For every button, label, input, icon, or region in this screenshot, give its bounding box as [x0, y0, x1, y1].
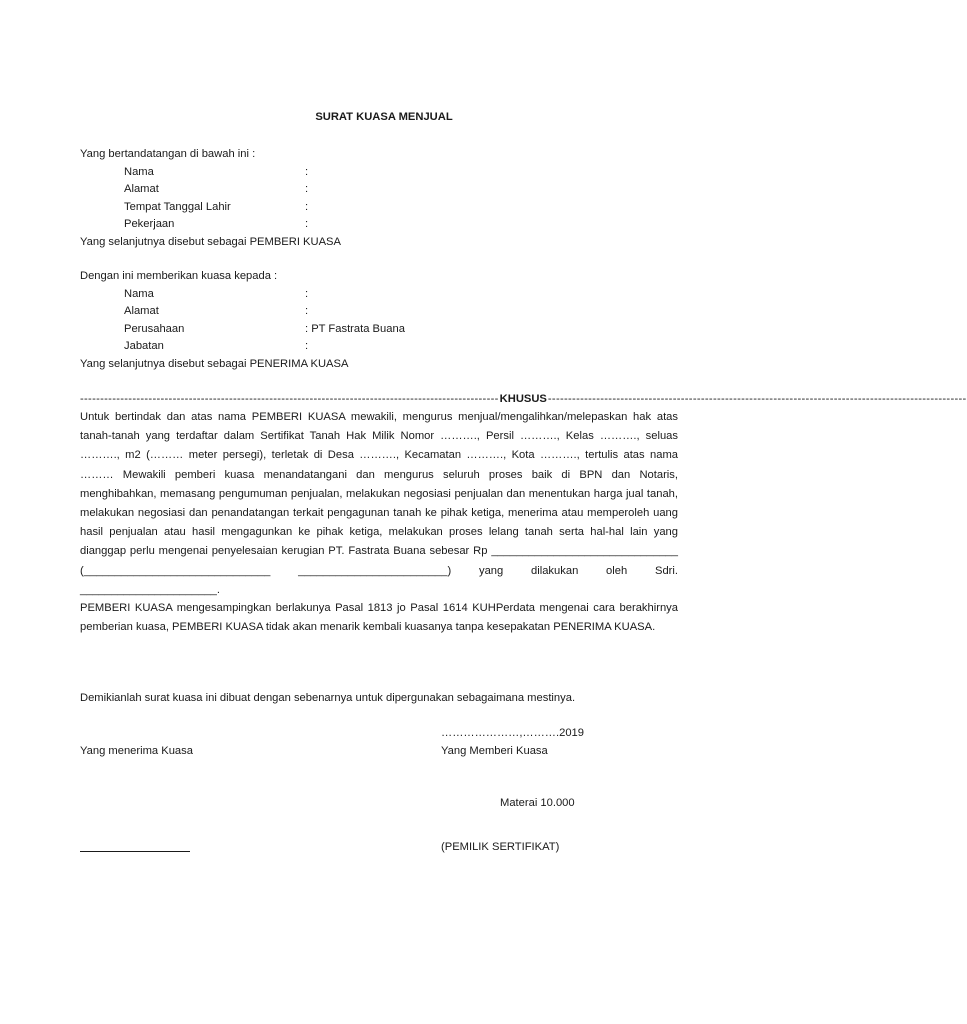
receiver-signature-line — [80, 851, 190, 852]
right-dash-rule: -------------------------------------------------------------------------------------------------------- — [547, 393, 967, 405]
penerima-outro: Yang selanjutnya disebut sebagai PENERIMA KUASA — [80, 357, 349, 370]
khusus-separator — [80, 391, 967, 409]
pemberi-field — [80, 199, 680, 217]
clause-paragraph: PEMBERI KUASA mengesampingkan berlakunya Pasal 1813 jo Pasal 1614 KUHPerdata mengenai cara berakhirnya pemberian kuasa, PEMBERI KUASA tidak akan menarik kembali kuasanya tanpa kesepakatan PENERIMA KUASA. — [80, 602, 678, 634]
field-value: : — [305, 340, 309, 352]
pemberi-section — [80, 146, 680, 251]
document-title: SURAT KUASA MENJUAL — [315, 111, 453, 123]
field-label: Alamat — [124, 305, 159, 317]
penerima-field — [80, 303, 680, 321]
pemberi-outro: Yang selanjutnya disebut sebagai PEMBERI KUASA — [80, 235, 341, 248]
field-value: : — [305, 287, 309, 300]
field-value: : — [305, 183, 309, 195]
field-label: Alamat — [124, 183, 159, 195]
field-value: : — [305, 218, 309, 230]
giver-label: Yang Memberi Kuasa — [441, 745, 548, 757]
khusus-heading: KHUSUS — [499, 393, 547, 405]
penerima-field — [80, 338, 680, 356]
field-label: Pekerjaan — [124, 218, 175, 230]
field-label: Nama — [124, 287, 154, 300]
place-date: …………………,……….2019 — [441, 727, 584, 739]
pemberi-field — [80, 164, 680, 182]
pemberi-field — [80, 216, 680, 234]
penerima-section — [80, 268, 680, 373]
field-value: : — [305, 200, 309, 213]
field-label: Perusahaan — [124, 322, 185, 335]
penerima-field — [80, 321, 680, 339]
field-label: Jabatan — [124, 340, 164, 352]
field-label: Tempat Tanggal Lahir — [124, 200, 231, 213]
receiver-label: Yang menerima Kuasa — [80, 745, 193, 757]
body-paragraph: Untuk bertindak dan atas nama PEMBERI KUASA mewakili, mengurus menjual/mengalihkan/melepaskan hak atas tanah-tanah yang terdaftar dalam Sertifikat Tanah Hak Milik Nomor ………., Persil ………., Kelas ………., seluas ………., m2 (……… meter persegi), terletak di Desa ………., Kecamatan ………., Kota ………., tertulis atas nama ……… Mewakili pemberi kuasa menandatangani dan mengurus seluruh proses baik di BPN dan Notaris, menghibahkan, memasang pengumuman penjualan, melakukan negosiasi penjualan dan menentukan harga jual tanah, melakukan negosiasi dan penandatangan terkait pengagunan tanah ke pihak ketiga, menerima atau memperoleh uang hasil penjualan atau hasil mengagunkan ke pihak ketiga, melakukan proses lelang tanah serta hal-hal lain yang dianggap perlu mengenai penyelesaian kerugian PT. Fastrata Buana sebesar Rp ______________________________ (______________________________ ________________________) yang dilakukan oleh Sdri. ______________________. — [80, 411, 678, 596]
left-dash-rule: -------------------------------------------------------------------------------------------------------- — [80, 393, 499, 405]
field-label: Nama — [124, 165, 154, 178]
field-value: : — [305, 305, 309, 317]
penerima-field — [80, 286, 680, 304]
stamp-duty-label: Materai 10.000 — [500, 797, 575, 809]
pemberi-field — [80, 181, 680, 199]
penerima-intro: Dengan ini memberikan kuasa kepada : — [80, 270, 278, 282]
field-value: : PT Fastrata Buana — [305, 322, 405, 335]
giver-name: (PEMILIK SERTIFIKAT) — [441, 841, 560, 853]
field-value: : — [305, 165, 309, 178]
pemberi-intro: Yang bertandatangan di bawah ini : — [80, 148, 256, 160]
closing-statement: Demikianlah surat kuasa ini dibuat dengan sebenarnya untuk dipergunakan sebagaimana mestinya. — [80, 692, 576, 704]
